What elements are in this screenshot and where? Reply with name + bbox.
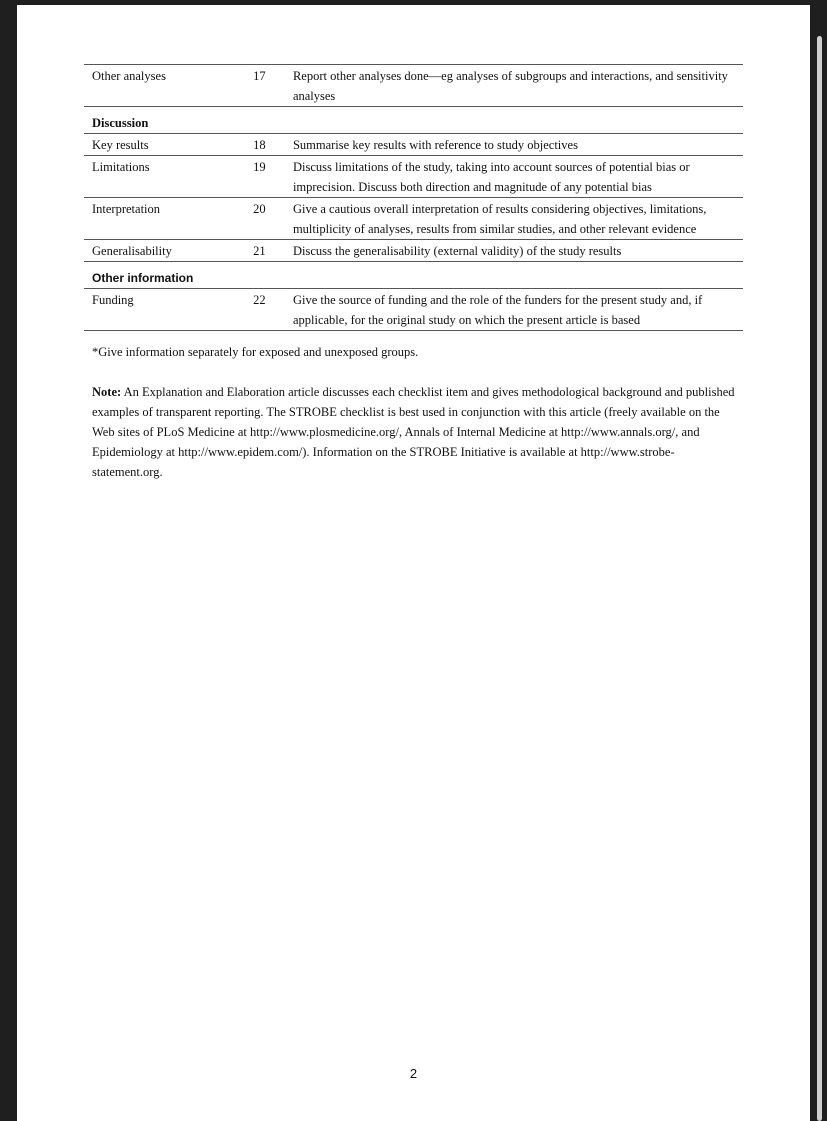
item-number-cell: 22	[240, 289, 293, 331]
topic-cell: Other analyses	[84, 65, 240, 107]
table-row	[84, 289, 743, 331]
table-row	[84, 240, 743, 262]
note-label: Note:	[92, 385, 122, 399]
note-text: An Explanation and Elaboration article discusses each checklist item and gives methodological background and published examples of transparent reporting. The STROBE checklist is best used in conjunction with this article (freely available on the Web sites of PLoS Medicine at http://www.plosmedicine.org/, Annals of Internal Medicine at http://www.annals.org/, and Epidemiology at http://www.epidem.com/). Information on the STROBE Initiative is available at http://www.strobe-statement.org.	[92, 385, 735, 479]
recommendation-cell: Summarise key results with reference to study objectives	[293, 134, 743, 156]
document-page	[17, 5, 810, 1121]
item-number-cell: 18	[240, 134, 293, 156]
topic-cell: Funding	[84, 289, 240, 331]
item-number-cell: 17	[240, 65, 293, 107]
note-paragraph	[92, 382, 742, 482]
recommendation-cell: Report other analyses done—eg analyses of subgroups and interactions, and sensitivity analyses	[293, 65, 743, 107]
notes-section	[92, 342, 742, 482]
topic-cell: Limitations	[84, 156, 240, 198]
recommendation-cell: Give the source of funding and the role of the funders for the present study and, if applicable, for the original study on which the present article is based	[293, 289, 743, 331]
section-header-discussion	[84, 107, 743, 134]
vertical-scrollbar[interactable]	[817, 36, 822, 1121]
item-number-cell: 20	[240, 198, 293, 240]
table-row	[84, 198, 743, 240]
page-number: 2	[409, 1066, 418, 1081]
recommendation-cell: Discuss the generalisability (external validity) of the study results	[293, 240, 743, 262]
table-row	[84, 65, 743, 107]
section-header-other-information	[84, 262, 743, 289]
recommendation-cell: Give a cautious overall interpretation of results considering objectives, limitations, multiplicity of analyses, results from similar studies, and other relevant evidence	[293, 198, 743, 240]
section-title: Other information	[84, 262, 743, 289]
section-title: Discussion	[84, 107, 743, 134]
topic-cell: Key results	[84, 134, 240, 156]
item-number-cell: 19	[240, 156, 293, 198]
recommendation-cell: Discuss limitations of the study, taking into account sources of potential bias or imprecision. Discuss both direction and magnitude of any potential bias	[293, 156, 743, 198]
table-row	[84, 134, 743, 156]
topic-cell: Generalisability	[84, 240, 240, 262]
footnote: *Give information separately for exposed and unexposed groups.	[92, 345, 419, 359]
item-number-cell: 21	[240, 240, 293, 262]
table-row	[84, 156, 743, 198]
strobe-checklist-table	[84, 64, 743, 331]
topic-cell: Interpretation	[84, 198, 240, 240]
